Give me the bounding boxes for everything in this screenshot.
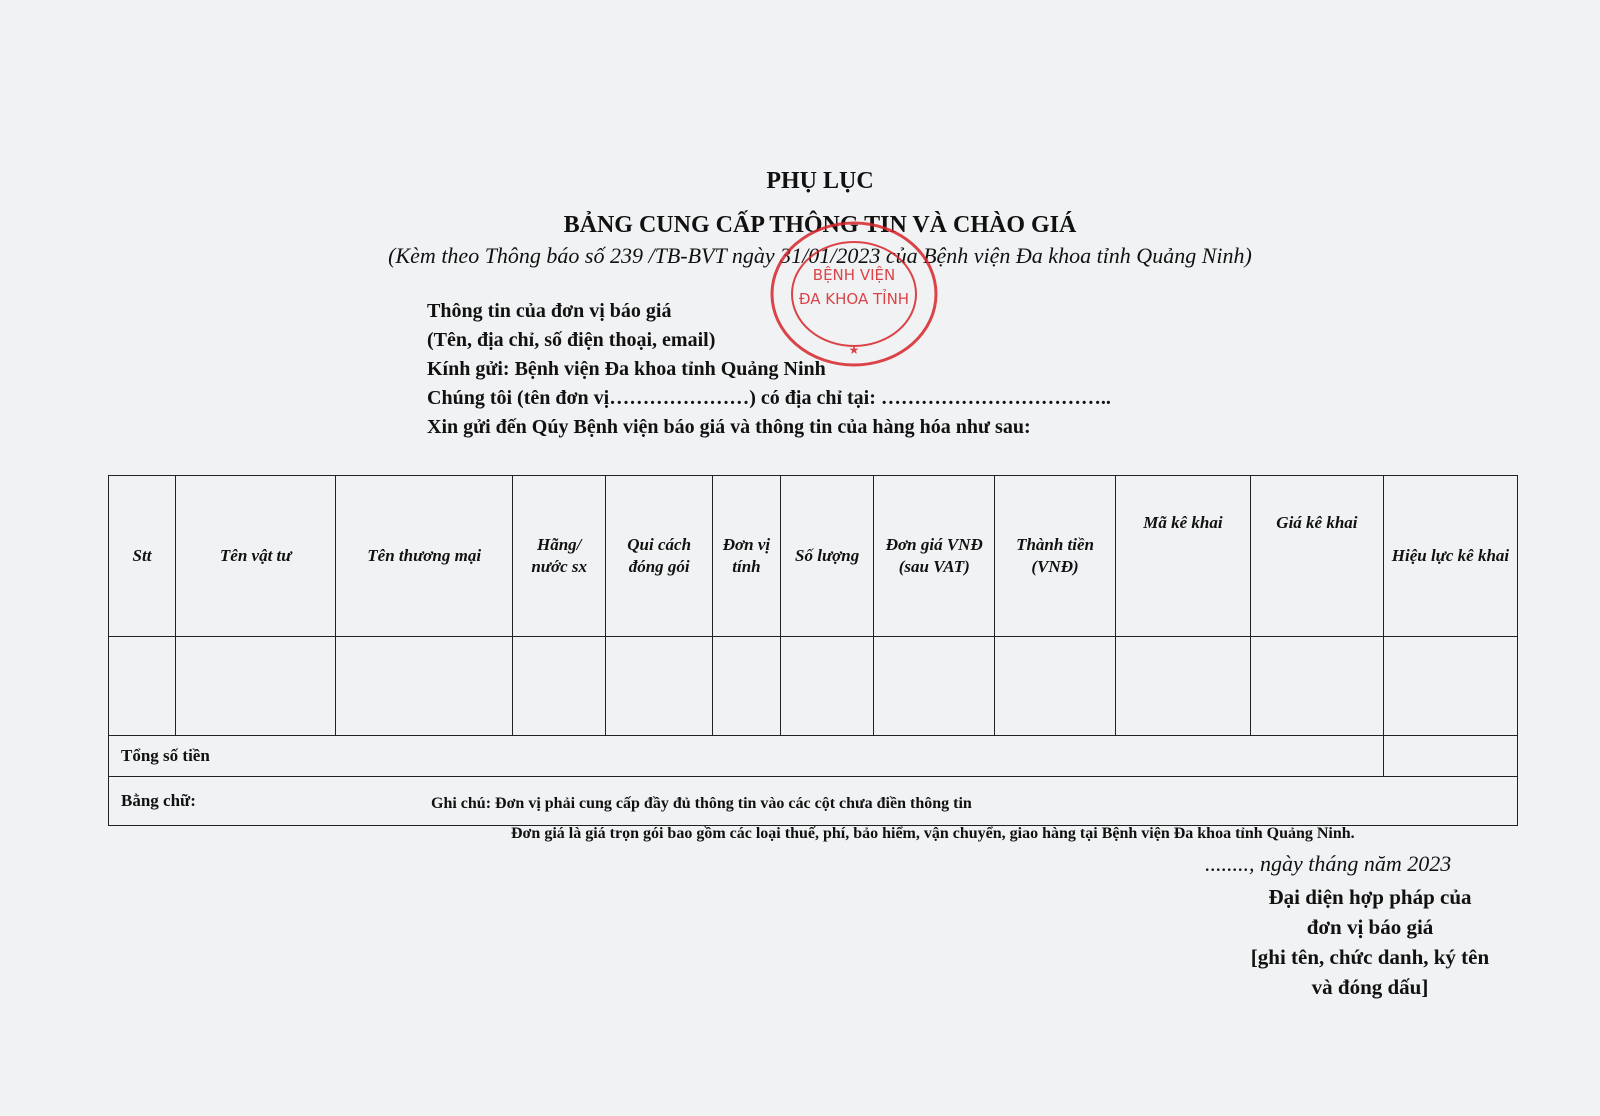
table-cell	[512, 637, 605, 736]
column-header-manufacturer: Hãng/ nước sx	[512, 476, 605, 637]
info-fields-hint: (Tên, địa chỉ, số điện thoại, email)	[427, 329, 716, 351]
note-required-info: Ghi chú: Đơn vị phải cung cấp đầy đủ thông tin vào các cột chưa điền thông tin	[431, 795, 972, 812]
signature-line-4: và đóng dấu]	[1311, 975, 1429, 999]
star-icon: ★	[848, 343, 860, 357]
signature-line-1: Đại diện hợp pháp của	[1268, 885, 1472, 909]
red-seal-stamp	[768, 218, 940, 368]
column-header-trade-name: Tên thương mại	[336, 476, 513, 637]
column-header-amount: Thành tiền (VNĐ)	[995, 476, 1116, 637]
stamp-text-line1: BỆNH VIỆN	[812, 266, 896, 284]
column-header-unit: Đơn vị tính	[712, 476, 780, 637]
table-cell	[874, 637, 995, 736]
column-header-declared-price: Giá kê khai	[1250, 476, 1383, 637]
table-cell	[780, 637, 873, 736]
column-header-quantity: Số lượng	[780, 476, 873, 637]
document-title: PHỤ LỤC	[766, 168, 874, 194]
column-header-stt: Stt	[109, 476, 176, 637]
column-header-unit-price: Đơn giá VNĐ (sau VAT)	[874, 476, 995, 637]
column-header-declaration-validity: Hiệu lực kê khai	[1383, 476, 1517, 637]
signature-line-3: [ghi tên, chức danh, ký tên	[1250, 945, 1490, 969]
total-label: Tổng số tiền	[109, 736, 1384, 777]
table-cell	[1383, 637, 1517, 736]
info-request-line: Xin gửi đến Qúy Bệnh viện báo giá và thông tin của hàng hóa như sau:	[427, 416, 1031, 438]
table-cell	[109, 637, 176, 736]
info-company-line: Chúng tôi (tên đơn vị…………………) có địa chỉ tại: ……………………………..	[427, 387, 1111, 409]
stamp-text-line2: ĐA KHOA TỈNH	[798, 290, 910, 308]
table-cell	[606, 637, 713, 736]
info-recipient: Kính gửi: Bệnh viện Đa khoa tỉnh Quảng Ninh	[427, 358, 826, 380]
signature-line-2: đơn vị báo giá	[1306, 915, 1434, 939]
quotation-table	[108, 475, 1518, 826]
document-subtitle: BẢNG CUNG CẤP THÔNG TIN VÀ CHÀO GIÁ	[563, 212, 1077, 238]
table-cell	[712, 637, 780, 736]
total-value-cell	[1383, 736, 1517, 777]
table-row	[109, 637, 1518, 736]
total-row	[109, 736, 1518, 777]
signature-date: ........, ngày tháng năm 2023	[1205, 851, 1452, 876]
info-heading: Thông tin của đơn vị báo giá	[427, 300, 672, 322]
table-cell	[1115, 637, 1250, 736]
table-cell	[995, 637, 1116, 736]
column-header-material-name: Tên vật tư	[175, 476, 335, 637]
amount-in-words-label: Bằng chữ:	[109, 777, 1518, 826]
table-header-row	[109, 476, 1518, 637]
column-header-packaging: Qui cách đóng gói	[606, 476, 713, 637]
note-price-terms: Đơn giá là giá trọn gói bao gồm các loại thuế, phí, bảo hiểm, vận chuyển, giao hàng tại Bệnh viện Đa khoa tỉnh Quảng Ninh.	[511, 825, 1355, 842]
column-header-declaration-code: Mã kê khai	[1115, 476, 1250, 637]
document-reference: (Kèm theo Thông báo số 239 /TB-BVT ngày 31/01/2023 của Bệnh viện Đa khoa tỉnh Quảng Ninh)	[388, 243, 1252, 268]
table-cell	[336, 637, 513, 736]
table-cell	[175, 637, 335, 736]
table-cell	[1250, 637, 1383, 736]
